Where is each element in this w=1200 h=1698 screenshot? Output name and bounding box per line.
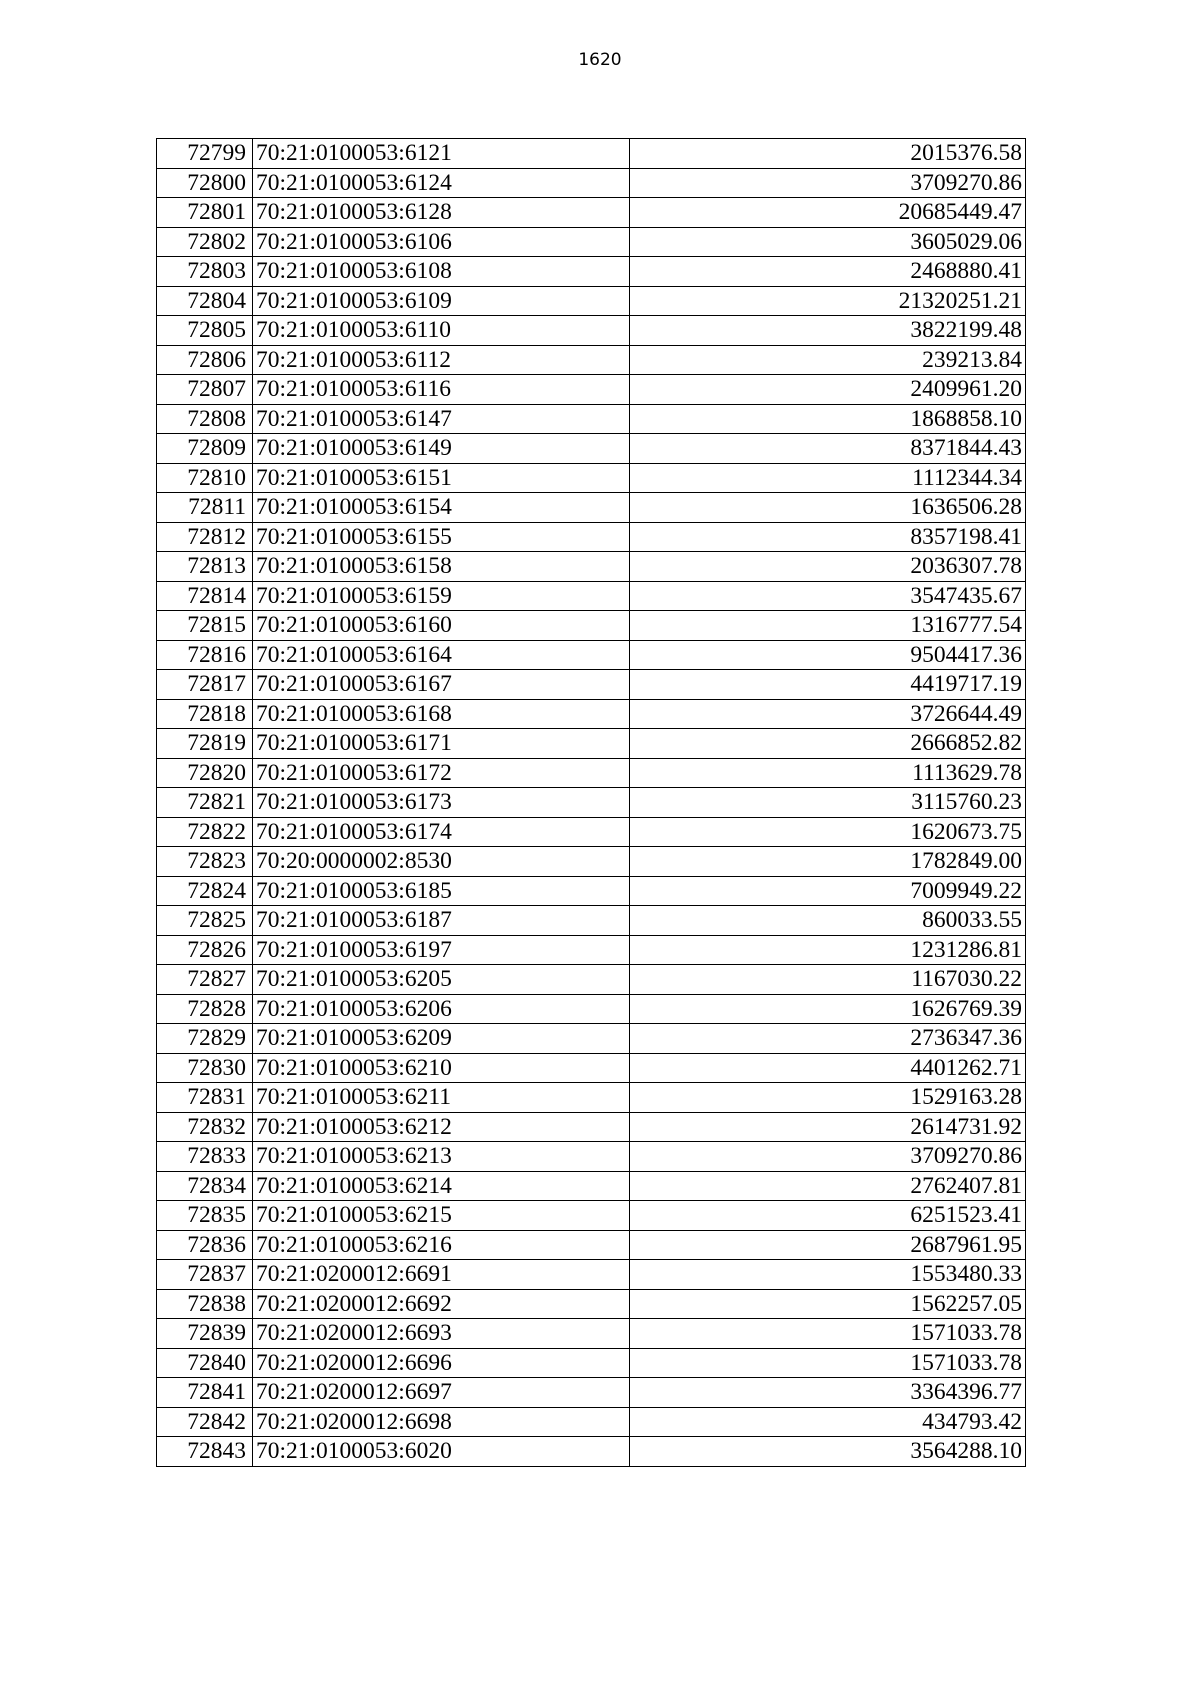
table-row (157, 227, 1026, 257)
row-number-cell: 72843 (157, 1437, 253, 1467)
cadastral-number-cell: 70:21:0200012:6693 (253, 1319, 630, 1349)
cadastral-value-cell: 2015376.58 (630, 139, 1026, 169)
cadastral-value-cell: 1316777.54 (630, 611, 1026, 641)
cadastral-value-cell: 1620673.75 (630, 817, 1026, 847)
row-number-cell: 72810 (157, 463, 253, 493)
row-number-cell: 72838 (157, 1289, 253, 1319)
table-row (157, 1024, 1026, 1054)
cadastral-number-cell: 70:21:0200012:6697 (253, 1378, 630, 1408)
cadastral-number-cell: 70:21:0100053:6106 (253, 227, 630, 257)
table-row (157, 286, 1026, 316)
table-row (157, 611, 1026, 641)
cadastral-number-cell: 70:21:0200012:6698 (253, 1407, 630, 1437)
cadastral-number-cell: 70:21:0200012:6691 (253, 1260, 630, 1290)
cadastral-number-cell: 70:21:0100053:6205 (253, 965, 630, 995)
cadastral-number-cell: 70:21:0100053:6121 (253, 139, 630, 169)
table-row (157, 404, 1026, 434)
row-number-cell: 72820 (157, 758, 253, 788)
table-row (157, 139, 1026, 169)
row-number-cell: 72836 (157, 1230, 253, 1260)
row-number-cell: 72805 (157, 316, 253, 346)
row-number-cell: 72830 (157, 1053, 253, 1083)
cadastral-value-cell: 20685449.47 (630, 198, 1026, 228)
row-number-cell: 72826 (157, 935, 253, 965)
row-number-cell: 72800 (157, 168, 253, 198)
row-number-cell: 72818 (157, 699, 253, 729)
cadastral-value-cell: 1112344.34 (630, 463, 1026, 493)
cadastral-number-cell: 70:21:0100053:6020 (253, 1437, 630, 1467)
row-number-cell: 72832 (157, 1112, 253, 1142)
cadastral-value-cell: 3364396.77 (630, 1378, 1026, 1408)
cadastral-value-cell: 1636506.28 (630, 493, 1026, 523)
cadastral-value-cell: 1553480.33 (630, 1260, 1026, 1290)
table-row (157, 434, 1026, 464)
cadastral-number-cell: 70:21:0100053:6213 (253, 1142, 630, 1172)
table-row (157, 876, 1026, 906)
cadastral-value-cell: 3547435.67 (630, 581, 1026, 611)
table-row (157, 758, 1026, 788)
cadastral-value-cell: 1782849.00 (630, 847, 1026, 877)
cadastral-value-cell: 239213.84 (630, 345, 1026, 375)
cadastral-number-cell: 70:21:0100053:6209 (253, 1024, 630, 1054)
cadastral-number-cell: 70:21:0100053:6168 (253, 699, 630, 729)
row-number-cell: 72816 (157, 640, 253, 670)
table-row (157, 1437, 1026, 1467)
row-number-cell: 72835 (157, 1201, 253, 1231)
cadastral-value-cell: 3564288.10 (630, 1437, 1026, 1467)
cadastral-number-cell: 70:21:0100053:6124 (253, 168, 630, 198)
table-row (157, 788, 1026, 818)
cadastral-number-cell: 70:21:0100053:6158 (253, 552, 630, 582)
table-row (157, 699, 1026, 729)
cadastral-number-cell: 70:21:0100053:6214 (253, 1171, 630, 1201)
cadastral-number-cell: 70:21:0100053:6172 (253, 758, 630, 788)
row-number-cell: 72823 (157, 847, 253, 877)
row-number-cell: 72815 (157, 611, 253, 641)
row-number-cell: 72831 (157, 1083, 253, 1113)
cadastral-value-cell: 1868858.10 (630, 404, 1026, 434)
cadastral-value-cell: 3115760.23 (630, 788, 1026, 818)
cadastral-value-cell: 1571033.78 (630, 1319, 1026, 1349)
row-number-cell: 72834 (157, 1171, 253, 1201)
cadastral-number-cell: 70:21:0100053:6211 (253, 1083, 630, 1113)
table-row (157, 729, 1026, 759)
row-number-cell: 72801 (157, 198, 253, 228)
table-row (157, 965, 1026, 995)
table-row (157, 375, 1026, 405)
cadastral-value-cell: 8357198.41 (630, 522, 1026, 552)
table-row (157, 935, 1026, 965)
row-number-cell: 72841 (157, 1378, 253, 1408)
cadastral-number-cell: 70:21:0100053:6151 (253, 463, 630, 493)
row-number-cell: 72842 (157, 1407, 253, 1437)
row-number-cell: 72812 (157, 522, 253, 552)
row-number-cell: 72824 (157, 876, 253, 906)
row-number-cell: 72827 (157, 965, 253, 995)
cadastral-number-cell: 70:21:0100053:6116 (253, 375, 630, 405)
cadastral-value-table (156, 138, 1026, 1467)
cadastral-number-cell: 70:21:0100053:6155 (253, 522, 630, 552)
table-row (157, 1083, 1026, 1113)
cadastral-number-cell: 70:21:0100053:6187 (253, 906, 630, 936)
cadastral-number-cell: 70:21:0100053:6197 (253, 935, 630, 965)
cadastral-number-cell: 70:21:0100053:6112 (253, 345, 630, 375)
table-row (157, 670, 1026, 700)
row-number-cell: 72806 (157, 345, 253, 375)
cadastral-value-cell: 2762407.81 (630, 1171, 1026, 1201)
row-number-cell: 72813 (157, 552, 253, 582)
table-row (157, 345, 1026, 375)
table-row (157, 847, 1026, 877)
table-row (157, 1407, 1026, 1437)
cadastral-number-cell: 70:21:0100053:6206 (253, 994, 630, 1024)
row-number-cell: 72808 (157, 404, 253, 434)
cadastral-number-cell: 70:21:0100053:6185 (253, 876, 630, 906)
cadastral-value-cell: 3726644.49 (630, 699, 1026, 729)
table-row (157, 198, 1026, 228)
cadastral-number-cell: 70:21:0100053:6173 (253, 788, 630, 818)
table-row (157, 1171, 1026, 1201)
cadastral-value-cell: 6251523.41 (630, 1201, 1026, 1231)
table-row (157, 581, 1026, 611)
cadastral-number-cell: 70:21:0100053:6216 (253, 1230, 630, 1260)
cadastral-value-cell: 2666852.82 (630, 729, 1026, 759)
table-row (157, 522, 1026, 552)
table-row (157, 1201, 1026, 1231)
cadastral-number-cell: 70:21:0100053:6159 (253, 581, 630, 611)
table-row (157, 168, 1026, 198)
table-row (157, 994, 1026, 1024)
cadastral-value-cell: 1167030.22 (630, 965, 1026, 995)
row-number-cell: 72837 (157, 1260, 253, 1290)
cadastral-value-cell: 2409961.20 (630, 375, 1026, 405)
table-row (157, 640, 1026, 670)
cadastral-number-cell: 70:21:0100053:6210 (253, 1053, 630, 1083)
table-row (157, 1260, 1026, 1290)
table-row (157, 463, 1026, 493)
page-number: 1620 (578, 50, 622, 70)
cadastral-number-cell: 70:21:0100053:6174 (253, 817, 630, 847)
cadastral-value-cell: 1562257.05 (630, 1289, 1026, 1319)
table-row (157, 1112, 1026, 1142)
table-row (157, 1348, 1026, 1378)
cadastral-value-cell: 2736347.36 (630, 1024, 1026, 1054)
cadastral-number-cell: 70:21:0100053:6154 (253, 493, 630, 523)
cadastral-value-cell: 8371844.43 (630, 434, 1026, 464)
table-body (157, 139, 1026, 1467)
cadastral-number-cell: 70:21:0100053:6147 (253, 404, 630, 434)
table-row (157, 552, 1026, 582)
cadastral-number-cell: 70:21:0200012:6692 (253, 1289, 630, 1319)
cadastral-number-cell: 70:21:0100053:6109 (253, 286, 630, 316)
row-number-cell: 72817 (157, 670, 253, 700)
cadastral-value-cell: 1529163.28 (630, 1083, 1026, 1113)
row-number-cell: 72814 (157, 581, 253, 611)
cadastral-value-cell: 2468880.41 (630, 257, 1026, 287)
table-row (157, 906, 1026, 936)
cadastral-number-cell: 70:21:0100053:6164 (253, 640, 630, 670)
table-row (157, 1378, 1026, 1408)
row-number-cell: 72811 (157, 493, 253, 523)
table-row (157, 493, 1026, 523)
row-number-cell: 72802 (157, 227, 253, 257)
cadastral-value-cell: 434793.42 (630, 1407, 1026, 1437)
cadastral-value-cell: 1571033.78 (630, 1348, 1026, 1378)
table-row (157, 1289, 1026, 1319)
cadastral-number-cell: 70:21:0100053:6128 (253, 198, 630, 228)
cadastral-number-cell: 70:21:0100053:6160 (253, 611, 630, 641)
row-number-cell: 72828 (157, 994, 253, 1024)
table-row (157, 1230, 1026, 1260)
cadastral-value-cell: 3709270.86 (630, 1142, 1026, 1172)
cadastral-value-cell: 7009949.22 (630, 876, 1026, 906)
table-row (157, 316, 1026, 346)
row-number-cell: 72829 (157, 1024, 253, 1054)
row-number-cell: 72839 (157, 1319, 253, 1349)
row-number-cell: 72825 (157, 906, 253, 936)
row-number-cell: 72804 (157, 286, 253, 316)
row-number-cell: 72833 (157, 1142, 253, 1172)
cadastral-value-cell: 3822199.48 (630, 316, 1026, 346)
cadastral-number-cell: 70:21:0100053:6149 (253, 434, 630, 464)
table-row (157, 817, 1026, 847)
cadastral-number-cell: 70:21:0100053:6171 (253, 729, 630, 759)
cadastral-value-cell: 1626769.39 (630, 994, 1026, 1024)
table-row (157, 1319, 1026, 1349)
row-number-cell: 72803 (157, 257, 253, 287)
table-row (157, 1142, 1026, 1172)
row-number-cell: 72799 (157, 139, 253, 169)
row-number-cell: 72807 (157, 375, 253, 405)
cadastral-number-cell: 70:21:0100053:6110 (253, 316, 630, 346)
cadastral-number-cell: 70:21:0100053:6215 (253, 1201, 630, 1231)
cadastral-number-cell: 70:21:0100053:6108 (253, 257, 630, 287)
cadastral-value-cell: 4401262.71 (630, 1053, 1026, 1083)
cadastral-value-cell: 2614731.92 (630, 1112, 1026, 1142)
row-number-cell: 72822 (157, 817, 253, 847)
cadastral-value-cell: 3605029.06 (630, 227, 1026, 257)
cadastral-value-cell: 2036307.78 (630, 552, 1026, 582)
cadastral-value-cell: 9504417.36 (630, 640, 1026, 670)
row-number-cell: 72819 (157, 729, 253, 759)
row-number-cell: 72809 (157, 434, 253, 464)
table-row (157, 257, 1026, 287)
cadastral-value-cell: 4419717.19 (630, 670, 1026, 700)
table-row (157, 1053, 1026, 1083)
cadastral-value-cell: 860033.55 (630, 906, 1026, 936)
cadastral-value-cell: 21320251.21 (630, 286, 1026, 316)
cadastral-number-cell: 70:21:0200012:6696 (253, 1348, 630, 1378)
cadastral-value-cell: 1113629.78 (630, 758, 1026, 788)
cadastral-number-cell: 70:21:0100053:6212 (253, 1112, 630, 1142)
cadastral-number-cell: 70:21:0100053:6167 (253, 670, 630, 700)
cadastral-value-cell: 3709270.86 (630, 168, 1026, 198)
cadastral-value-cell: 2687961.95 (630, 1230, 1026, 1260)
cadastral-number-cell: 70:20:0000002:8530 (253, 847, 630, 877)
row-number-cell: 72821 (157, 788, 253, 818)
row-number-cell: 72840 (157, 1348, 253, 1378)
cadastral-value-cell: 1231286.81 (630, 935, 1026, 965)
